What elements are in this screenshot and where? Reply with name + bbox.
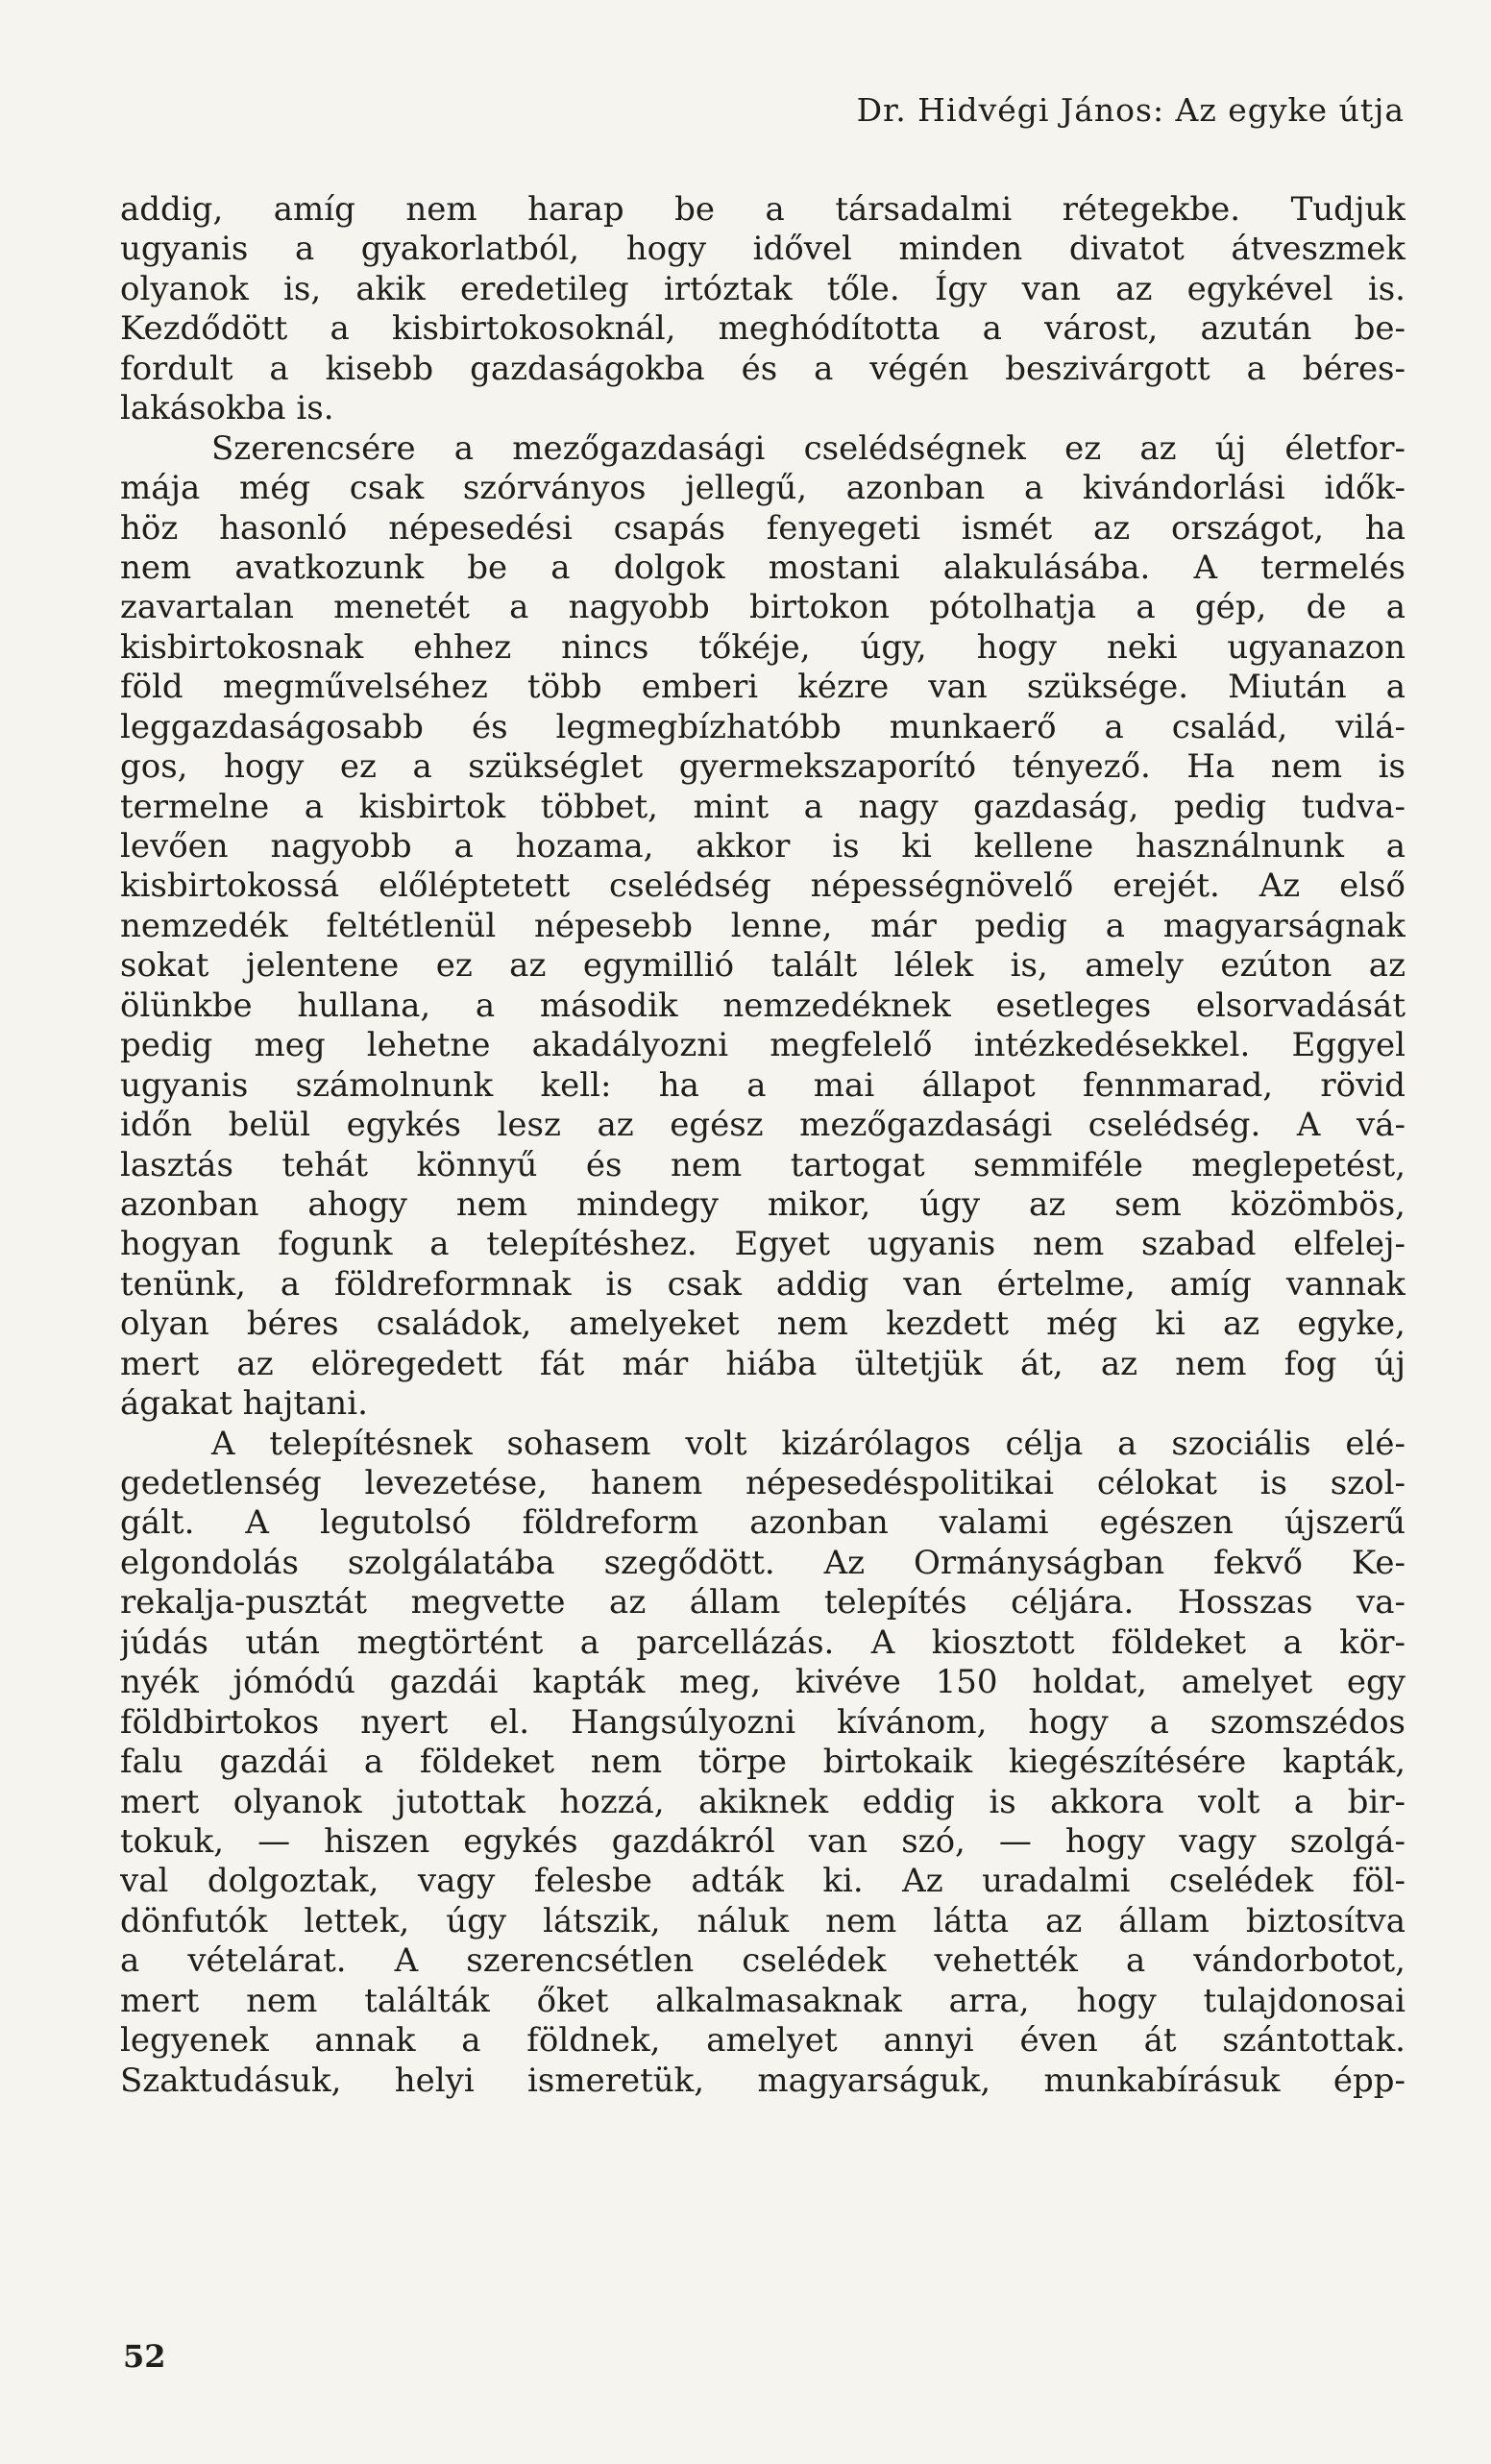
text-line: legyenek annak a földnek, amelyet annyi éven át szántottak. <box>120 2021 1405 2061</box>
text-line: tokuk, — hiszen egykés gazdákról van szó, — hogy vagy szolgá- <box>120 1821 1405 1861</box>
text-line: mert nem találták őket alkalmasaknak arra, hogy tulajdonosai <box>120 1981 1405 2020</box>
text-line: olyan béres családok, amelyeket nem kezdett még ki az egyke, <box>120 1305 1405 1344</box>
text-line: azonban ahogy nem mindegy mikor, úgy az sem közömbös, <box>120 1184 1405 1224</box>
body-text <box>120 190 1405 2101</box>
text-line: val dolgoztak, vagy felesbe adták ki. Az uradalmi cselédek föl- <box>120 1862 1405 1901</box>
text-line: mert az elöregedett fát már hiába ültetjük át, az nem fog új <box>120 1344 1405 1383</box>
text-line: olyanok is, akik eredetileg irtóztak tőle. Így van az egykével is. <box>120 269 1405 308</box>
running-head: Dr. Hidvégi János: Az egyke útja <box>856 91 1405 129</box>
text-line: elgondolás szolgálatába szegődött. Az Ormányságban fekvő Ke- <box>120 1543 1405 1582</box>
text-line: lasztás tehát könnyű és nem tartogat semmiféle meglepetést, <box>120 1145 1405 1184</box>
text-line: mert olyanok jutottak hozzá, akiknek eddig is akkora volt a bir- <box>120 1782 1405 1821</box>
text-line: földbirtokos nyert el. Hangsúlyozni kívánom, hogy a szomszédos <box>120 1702 1405 1742</box>
text-line: a vételárat. A szerencsétlen cselédek vehették a vándorbotot, <box>120 1941 1405 1981</box>
text-line: pedig meg lehetne akadályozni megfelelő intézkedésekkel. Eggyel <box>120 1026 1405 1065</box>
text-line: gált. A legutolsó földreform azonban valami egészen újszerű <box>120 1503 1405 1543</box>
text-line: levően nagyobb a hozama, akkor is ki kellene használnunk a <box>120 827 1405 866</box>
text-line: júdás után megtörtént a parcellázás. A kiosztott földeket a kör- <box>120 1622 1405 1662</box>
text-line: sokat jelentene ez az egymillió talált lélek is, amely ezúton az <box>120 946 1405 986</box>
text-line: addig, amíg nem harap be a társadalmi rétegekbe. Tudjuk <box>120 190 1405 229</box>
text-line: zavartalan menetét a nagyobb birtokon pótolhatja a gép, de a <box>120 588 1405 627</box>
text-line: kisbirtokossá előléptetett cselédség népességnövelő erejét. Az első <box>120 866 1405 906</box>
text-line: ugyanis a gyakorlatból, hogy idővel minden divatot átveszmek <box>120 230 1405 269</box>
text-line: kisbirtokosnak ehhez nincs tőkéje, úgy, hogy neki ugyanazon <box>120 627 1405 667</box>
text-line: gos, hogy ez a szükséglet gyermekszaporító tényező. Ha nem is <box>120 747 1405 787</box>
text-line: nem avatkozunk be a dolgok mostani alakulásába. A termelés <box>120 548 1405 587</box>
text-line: Szerencsére a mezőgazdasági cselédségnek ez az új életfor- <box>211 428 1405 468</box>
text-line: nyék jómódú gazdái kapták meg, kivéve 150 holdat, amelyet egy <box>120 1663 1405 1702</box>
text-line: fordult a kisebb gazdaságokba és a végén beszivárgott a béres- <box>120 349 1405 388</box>
text-line: rekalja-pusztát megvette az állam telepítés céljára. Hosszas va- <box>120 1583 1405 1622</box>
text-line: leggazdaságosabb és legmegbízhatóbb munkaerő a család, vilá- <box>120 707 1405 746</box>
text-line: Kezdődött a kisbirtokosoknál, meghódította a várost, azután be- <box>120 309 1405 349</box>
text-line: höz hasonló népesedési csapás fenyegeti ismét az országot, ha <box>120 508 1405 548</box>
text-line: falu gazdái a földeket nem törpe birtokaik kiegészítésére kapták, <box>120 1743 1405 1782</box>
text-line: tenünk, a földreformnak is csak addig van értelme, amíg vannak <box>120 1264 1405 1304</box>
text-line: gedetlenség levezetése, hanem népesedéspolitikai célokat is szol- <box>120 1464 1405 1502</box>
text-line: Szaktudásuk, helyi ismeretük, magyarságuk, munkabírásuk épp- <box>120 2061 1405 2100</box>
text-line: föld megművelséhez több emberi kézre van szüksége. Miután a <box>120 668 1405 707</box>
text-line: hogyan fogunk a telepítéshez. Egyet ugyanis nem szabad elfelej- <box>120 1225 1405 1264</box>
text-line: mája még csak szórványos jellegű, azonban a kivándorlási idők- <box>120 469 1405 508</box>
text-line: ugyanis számolnunk kell: ha a mai állapot fennmarad, rövid <box>120 1065 1405 1105</box>
page-number: 52 <box>123 2338 166 2375</box>
text-line: ölünkbe hullana, a második nemzedéknek esetleges elsorvadását <box>120 986 1405 1025</box>
text-line: termelne a kisbirtok többet, mint a nagy gazdaság, pedig tudva- <box>120 787 1405 826</box>
text-line: lakásokba is. <box>120 389 334 428</box>
text-line: nemzedék feltétlenül népesebb lenne, már pedig a magyarságnak <box>120 906 1405 945</box>
text-line: ágakat hajtani. <box>120 1384 368 1424</box>
text-line: dönfutók lettek, úgy látszik, náluk nem látta az állam biztosítva <box>120 1901 1405 1940</box>
text-line: időn belül egykés lesz az egész mezőgazdasági cselédség. A vá- <box>120 1106 1405 1145</box>
text-line: A telepítésnek sohasem volt kizárólagos célja a szociális elé- <box>211 1424 1405 1463</box>
